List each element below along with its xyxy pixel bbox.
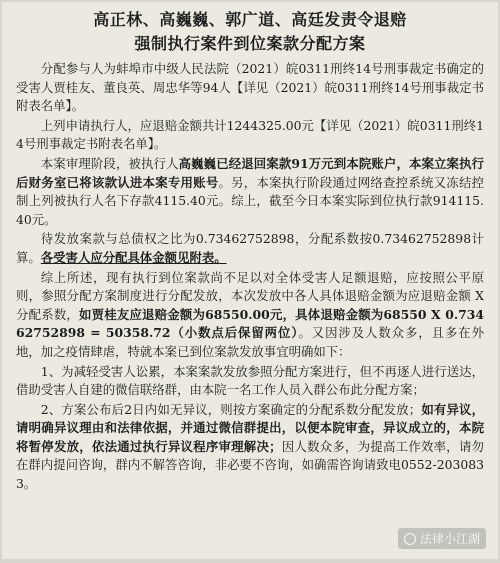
coefficient-text: 待发放案款与总债权之比为0.73462752898，分配系数按0.73462752898计算。 [16, 231, 484, 265]
watermark-text: 法律小江湖 [419, 532, 480, 546]
funds-bold-text: 高巍巍已经退回案款91万元到本院账户，本案立案执行后财务室已将该款认进本案专用账号 [16, 155, 484, 190]
document-page [2, 2, 498, 559]
paragraph-funds-received [16, 155, 484, 229]
watermark [398, 528, 486, 549]
paragraph-coefficient [16, 230, 484, 267]
item2-intro-text: 2、方案公布后2日内如无异议，则按方案确定的分配系数分配发放； [40, 401, 422, 417]
funds-rest-text: 。另，本案执行阶段通过网络查控系统又冻结控制上列被执行人名下存款4115.40元。综上，截至今日本案实际到位执行款914115.40元。 [16, 174, 485, 227]
item2-objection-text: 如有异议，请明确异议理由和法律依据，并通过微信群提出，以便本院审查，异议成立的，本院将暂停发放，依法通过执行异议程序审理解决； [16, 401, 484, 454]
paragraph-item-2 [16, 401, 484, 494]
document-title-line1: 高正林、高巍巍、郭广道、高廷发责令退赔 [93, 10, 407, 29]
summary-intro-text: 综上所述，现有执行到位案款尚不足以对全体受害人足额退赔，应按照公平原则，参照分配方案制度进行分配发放，本次发放中各人具体退赔金额为应退赔金额 X 分配系数， [16, 269, 484, 322]
paragraph-summary [16, 269, 484, 362]
document-title-line2: 强制执行案件到位案款分配方案 [134, 34, 366, 53]
paragraph-participants: 分配参与人为蚌埠市中级人民法院（2021）皖0311刑终14号刑事裁定书确定的受害人贾桂友、董良英、周忠华等94人【详见（2021）皖0311刑终14号刑事裁定书附表名单】。 [16, 61, 484, 114]
item2-contact-text: 因人数众多，为提高工作效率，请勿在群内提问咨询，群内不解答咨询，非必要不咨询，如确需咨询请致电0552-2030833。 [16, 438, 485, 492]
watermark-logo-icon [404, 533, 416, 545]
summary-rest-text: 。又因涉及人数众多，且多在外地，加之疫情肆虐，特就本案已到位案款发放事宜明确如下： [16, 325, 484, 359]
funds-intro-text: 本案审理阶段，被执行人 [40, 155, 179, 171]
paragraph-item-1: 1、为减轻受害人讼累，本案案款发放参照分配方案进行，但不再逐人进行送达，借助受害人自建的微信联络群，由本院一名工作人员入群公布此分配方案； [16, 363, 484, 398]
summary-example-text: 如贾桂友应退赔金额为68550.00元，具体退赔金额为68550 X 0.73462752898 = 50358.72（小数点后保留两位） [16, 306, 485, 341]
paragraph-total-amount: 上列申请执行人，应退赔金额共计1244325.00元【详见（2021）皖0311刑终14号刑事裁定书附表名单】。 [16, 117, 485, 152]
coefficient-note-text: 各受害人应分配具体金额见附表。 [40, 249, 227, 265]
